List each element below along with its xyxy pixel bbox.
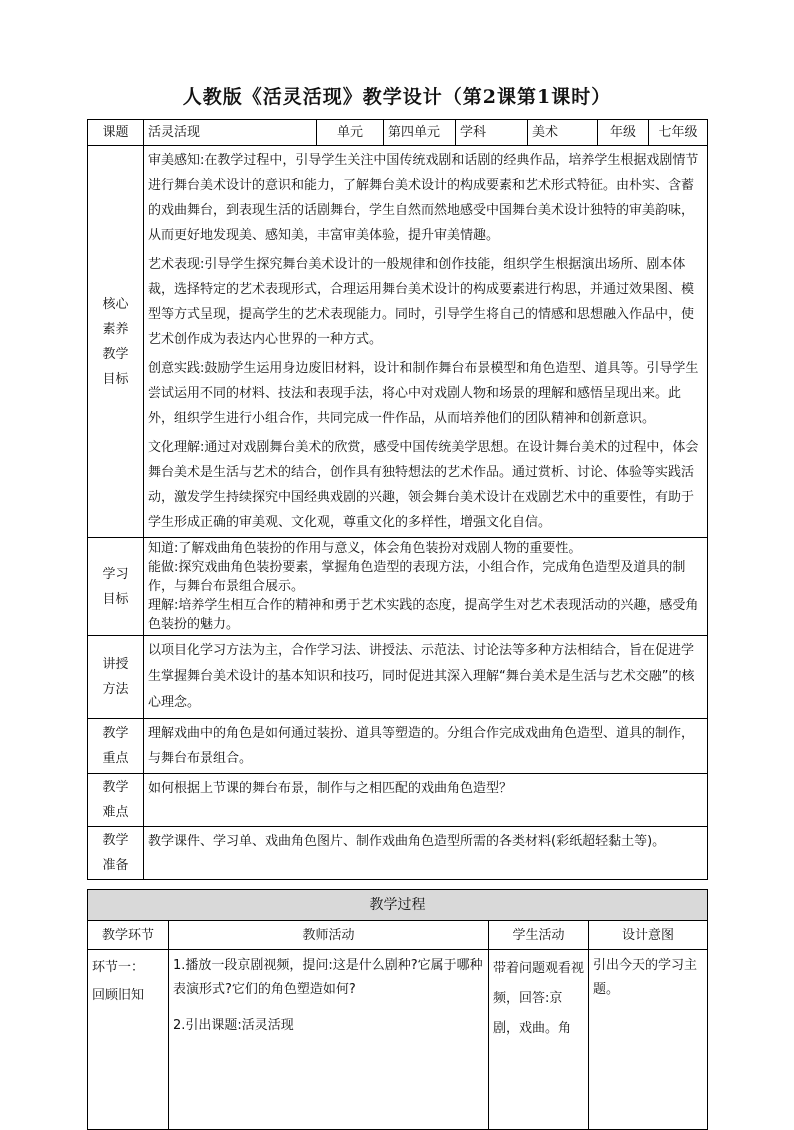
preparation-label: 教学 准备 bbox=[88, 827, 144, 880]
teacher-step-1: 1.播放一段京剧视频，提问:这是什么剧种?它属于哪种表演形式?它们的角色塑造如何? bbox=[173, 958, 483, 997]
learning-goal-do: 能做:探究戏曲角色装扮要素，掌握角色造型的表现方法，小组合作，完成角色造型及道具的制作，与舞台布景组合展示。 bbox=[148, 560, 686, 594]
process-row bbox=[88, 950, 708, 1130]
info-row bbox=[88, 120, 708, 146]
cultural-understanding-para: 文化理解:通过对戏剧舞台美术的欣赏，感受中国传统美学思想。在设计舞台美术的过程中，体会舞台美术是生活与艺术的结合，创作具有独特想法的艺术作品。通过赏析、讨论、体验等实践活动，激发学生持续探究中国经典戏剧的兴趣，领会舞台美术设计在戏剧艺术中的重要性，有助于学生形成正确的审美观、文化观，尊重文化的多样性，增强文化自信。 bbox=[148, 440, 699, 530]
teaching-method-row bbox=[88, 636, 708, 719]
artistic-expression-para: 艺术表现:引导学生探究舞台美术设计的一般规律和创作技能，组织学生根据演出场所、剧本体裁，选择特定的艺术表现形式，合理运用舞台美术设计的构成要素进行构思，并通过效果图、模型等方式呈现，提高学生的艺术表现能力。同时，引导学生将自己的情感和思想融入作品中，使艺术创作成为表达内心世界的一种方式。 bbox=[148, 257, 695, 347]
core-literacy-row bbox=[88, 146, 708, 538]
document-title: 人教版《活灵活现》教学设计（第2课第1课时） bbox=[182, 86, 612, 108]
core-literacy-label: 核心 素养 教学 目标 bbox=[88, 146, 144, 538]
unit-value: 第四单元 bbox=[384, 120, 456, 146]
subject-label: 学科 bbox=[456, 120, 528, 146]
header-teacher: 教师活动 bbox=[169, 921, 489, 950]
teacher-activity-cell bbox=[169, 950, 489, 1130]
teacher-step-2: 2.引出课题:活灵活现 bbox=[173, 1018, 294, 1033]
difficulty-row bbox=[88, 774, 708, 827]
teaching-method-label: 讲授 方法 bbox=[88, 636, 144, 719]
preparation-row bbox=[88, 827, 708, 880]
creative-practice-para: 创意实践:鼓励学生运用身边废旧材料，设计和制作舞台布景模型和角色造型、道具等。引导学生尝试运用不同的材料、技法和表现手法，将心中对戏剧人物和场景的理解和感悟呈现出来。此外，组织学生进行小组合作，共同完成一件作品，从而培养他们的团队精神和创新意识。 bbox=[148, 361, 699, 426]
topic-label: 课题 bbox=[88, 120, 144, 146]
aesthetic-perception-para: 审美感知:在教学过程中，引导学生关注中国传统戏剧和话剧的经典作品，培养学生根据戏剧情节进行舞台美术设计的意识和能力，了解舞台美术设计的构成要素和艺术形式特征。由朴实、含蓄的戏曲舞台，到表现生活的话剧舞台，学生自然而然地感受中国舞台美术设计独特的审美韵味，从而更好地发现美、感知美，丰富审美体验，提升审美情趣。 bbox=[148, 153, 699, 243]
topic-value: 活灵活现 bbox=[144, 120, 317, 146]
difficulty-label: 教学 难点 bbox=[88, 774, 144, 827]
student-activity-cell: 带着问题观看视频，回答:京剧，戏曲。角 bbox=[489, 950, 589, 1130]
header-student: 学生活动 bbox=[489, 921, 589, 950]
teaching-method-text: 以项目化学习方法为主，合作学习法、讲授法、示范法、讨论法等多种方法相结合，旨在促进学生掌握舞台美术设计的基本知识和技巧，同时促进其深入理解“舞台美术是生活与艺术交融”的核心理念。 bbox=[144, 636, 708, 719]
learning-goal-know: 知道:了解戏曲角色装扮的作用与意义，体会角色装扮对戏剧人物的重要性。 bbox=[148, 541, 582, 556]
teaching-process-table bbox=[87, 889, 708, 1130]
preparation-text: 教学课件、学习单、戏曲角色图片、制作戏曲角色造型所需的各类材料(彩纸超轻黏土等)。 bbox=[144, 827, 708, 880]
process-title: 教学过程 bbox=[88, 890, 708, 921]
header-stage: 教学环节 bbox=[88, 921, 169, 950]
process-header-row bbox=[88, 921, 708, 950]
subject-value: 美术 bbox=[528, 120, 598, 146]
grade-label: 年级 bbox=[598, 120, 649, 146]
header-intent: 设计意图 bbox=[589, 921, 708, 950]
design-intent-cell: 引出今天的学习主题。 bbox=[589, 950, 708, 1130]
key-points-text: 理解戏曲中的角色是如何通过装扮、道具等塑造的。分组合作完成戏曲角色造型、道具的制作，与舞台布景组合。 bbox=[144, 719, 708, 774]
lesson-info-table bbox=[87, 119, 708, 880]
unit-label: 单元 bbox=[317, 120, 384, 146]
key-points-row bbox=[88, 719, 708, 774]
key-points-label: 教学 重点 bbox=[88, 719, 144, 774]
learning-goals-content bbox=[144, 538, 708, 636]
difficulty-text: 如何根据上节课的舞台布景，制作与之相匹配的戏曲角色造型？ bbox=[144, 774, 708, 827]
core-literacy-content bbox=[144, 146, 708, 538]
learning-goal-understand: 理解:培养学生相互合作的精神和勇于艺术实践的态度，提高学生对艺术表现活动的兴趣，感受角色装扮的魅力。 bbox=[148, 598, 699, 632]
learning-goals-row bbox=[88, 538, 708, 636]
learning-goals-label: 学习 目标 bbox=[88, 538, 144, 636]
grade-value: 七年级 bbox=[649, 120, 708, 146]
stage-cell: 环节一： 回顾旧知 bbox=[88, 950, 169, 1130]
